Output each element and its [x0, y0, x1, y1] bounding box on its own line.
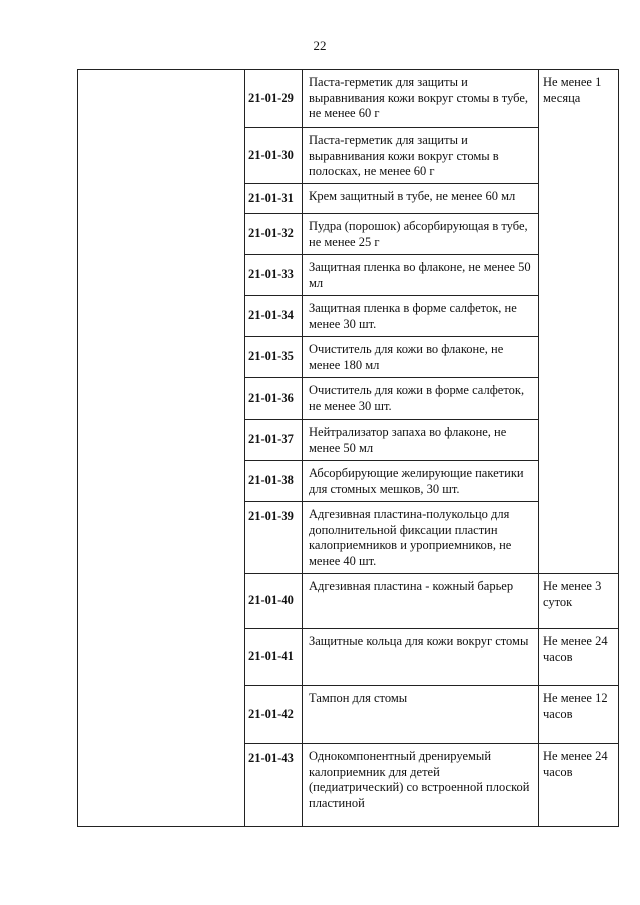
row-term: Не менее 3 суток — [539, 574, 619, 629]
row-description: Очиститель для кожи в форме салфеток, не менее 30 шт. — [303, 378, 539, 420]
row-description: Однокомпонентный дренируемый калоприемник для детей (педиатрический) со встроенной плоской пластиной — [303, 744, 539, 827]
row-description: Паста-герметик для защиты и выравнивания кожи вокруг стомы в полосках, не менее 60 г — [303, 128, 539, 184]
empty-first-column — [78, 70, 245, 827]
row-code: 21-01-32 — [245, 214, 303, 255]
row-description: Тампон для стомы — [303, 686, 539, 744]
row-term: Не менее 12 часов — [539, 686, 619, 744]
row-code: 21-01-43 — [245, 744, 303, 827]
row-description: Пудра (порошок) абсорбирующая в тубе, не менее 25 г — [303, 214, 539, 255]
row-description: Нейтрализатор запаха во флаконе, не менее 50 мл — [303, 420, 539, 461]
row-code: 21-01-41 — [245, 629, 303, 686]
row-term: Не менее 24 часов — [539, 744, 619, 827]
row-code: 21-01-29 — [245, 70, 303, 128]
page-number: 22 — [313, 38, 327, 53]
row-code: 21-01-39 — [245, 502, 303, 574]
row-description: Паста-герметик для защиты и выравнивания кожи вокруг стомы в тубе, не менее 60 г — [303, 70, 539, 128]
row-description: Защитные кольца для кожи вокруг стомы — [303, 629, 539, 686]
row-term: Не менее 24 часов — [539, 629, 619, 686]
table-row — [78, 70, 619, 128]
row-code: 21-01-33 — [245, 255, 303, 296]
row-code: 21-01-35 — [245, 337, 303, 378]
row-code: 21-01-31 — [245, 184, 303, 214]
row-description: Защитная пленка во флаконе, не менее 50 мл — [303, 255, 539, 296]
row-description: Адгезивная пластина - кожный барьер — [303, 574, 539, 629]
device-table — [77, 69, 619, 827]
row-description: Адгезивная пластина-полукольцо для дополнительной фиксации пластин калоприемников и уроприемников, не менее 40 шт. — [303, 502, 539, 574]
group-term: Не менее 1 месяца — [539, 70, 619, 574]
row-code: 21-01-36 — [245, 378, 303, 420]
row-description: Крем защитный в тубе, не менее 60 мл — [303, 184, 539, 214]
row-code: 21-01-30 — [245, 128, 303, 184]
row-code: 21-01-38 — [245, 461, 303, 502]
row-description: Очиститель для кожи во флаконе, не менее 180 мл — [303, 337, 539, 378]
row-description: Защитная пленка в форме салфеток, не менее 30 шт. — [303, 296, 539, 337]
row-description: Абсорбирующие желирующие пакетики для стомных мешков, 30 шт. — [303, 461, 539, 502]
row-code: 21-01-37 — [245, 420, 303, 461]
row-code: 21-01-34 — [245, 296, 303, 337]
row-code: 21-01-42 — [245, 686, 303, 744]
row-code: 21-01-40 — [245, 574, 303, 629]
